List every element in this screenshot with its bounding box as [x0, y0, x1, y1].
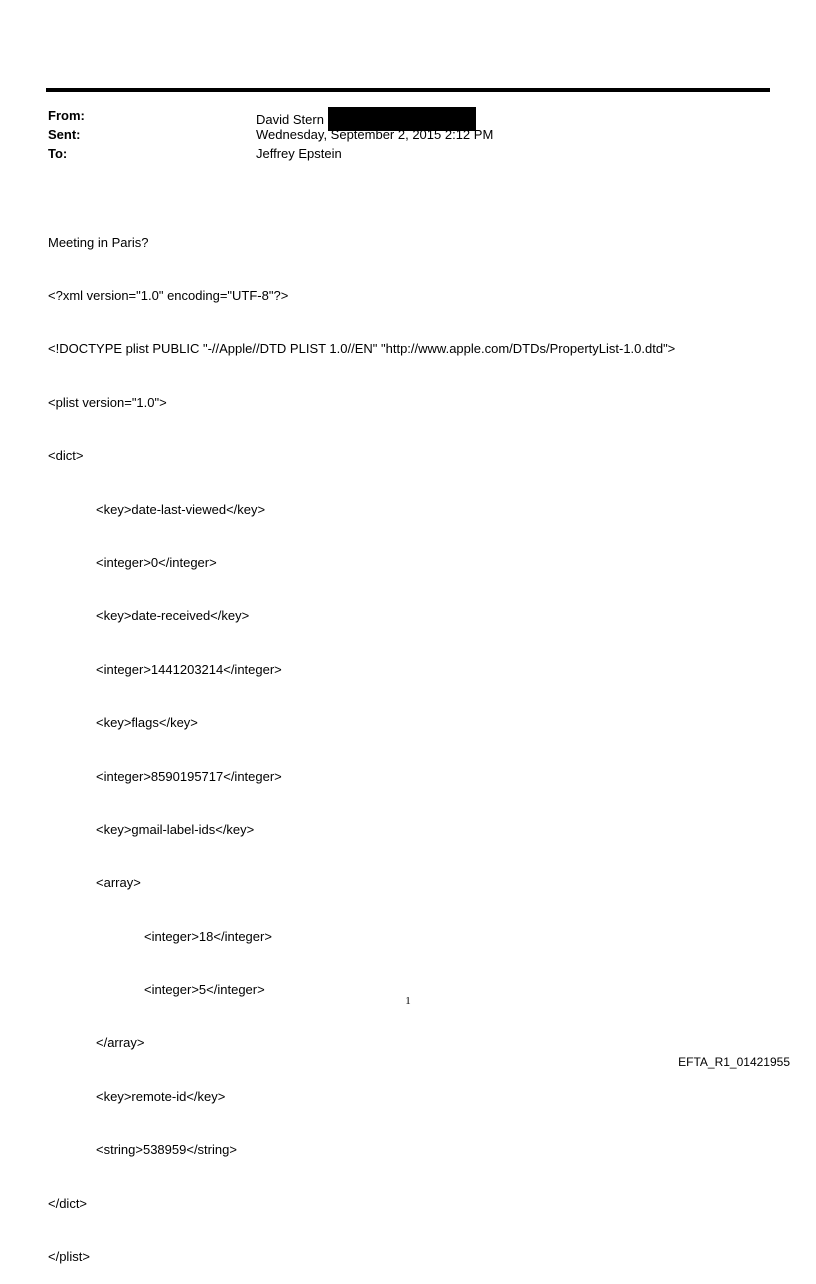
body-line: <dict>: [48, 448, 84, 464]
email-header: [48, 107, 748, 164]
body-line: <integer>5</integer>: [144, 982, 265, 998]
body-line: <plist version="1.0">: [48, 394, 167, 410]
body-line: <key>date-last-viewed</key>: [96, 501, 266, 517]
body-line: <integer>0</integer>: [96, 554, 217, 570]
sent-value: Wednesday, September 2, 2015 2:12 PM: [256, 127, 494, 142]
sender-name: David Stern: [256, 112, 324, 127]
body-line: <string>538959</string>: [96, 1142, 237, 1158]
body-line: <key>remote-id</key>: [96, 1088, 226, 1104]
to-label: To:: [48, 146, 68, 161]
sent-label: Sent:: [48, 127, 81, 142]
to-row: [48, 145, 748, 164]
body-line: <key>flags</key>: [96, 715, 198, 731]
from-label: From:: [48, 108, 85, 123]
body-line: </array>: [96, 1035, 145, 1051]
page-number: 1: [405, 995, 411, 1007]
body-line: </dict>: [48, 1195, 88, 1211]
body-line: <?xml version="1.0" encoding="UTF-8"?>: [48, 287, 289, 303]
header-divider: [46, 88, 770, 92]
body-line: <integer>18</integer>: [144, 928, 272, 944]
email-body: [48, 198, 675, 1284]
body-line: <key>gmail-label-ids</key>: [96, 821, 255, 837]
body-line: <integer>1441203214</integer>: [96, 661, 282, 677]
body-line: <array>: [96, 875, 141, 891]
bates-number: EFTA_R1_01421955: [678, 1055, 790, 1069]
body-line: Meeting in Paris?: [48, 234, 149, 250]
body-line: <key>date-received</key>: [96, 608, 250, 624]
body-line: </plist>: [48, 1249, 90, 1265]
body-line: <integer>8590195717</integer>: [96, 768, 282, 784]
sent-row: [48, 126, 748, 145]
to-value: Jeffrey Epstein: [256, 146, 342, 161]
from-row: [48, 107, 748, 126]
body-line: <!DOCTYPE plist PUBLIC "-//Apple//DTD PLIST 1.0//EN" "http://www.apple.com/DTDs/PropertyList-1.0.dtd">: [48, 341, 676, 357]
